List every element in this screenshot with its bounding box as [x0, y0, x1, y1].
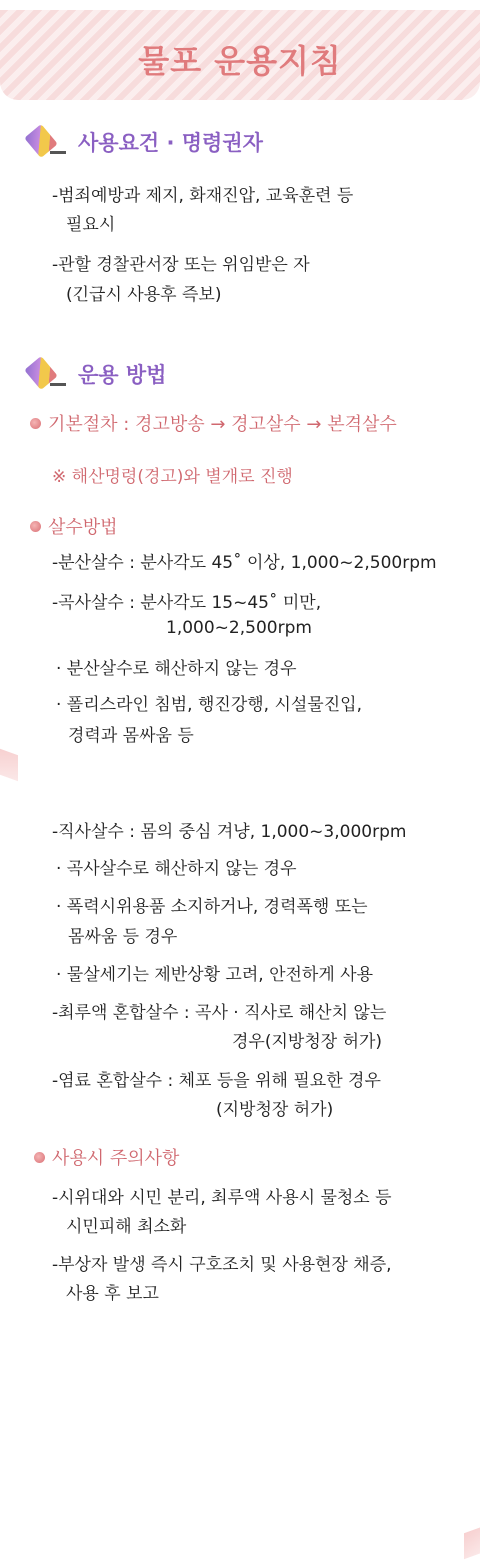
spray-method-header [30, 513, 118, 539]
pencil-icon [26, 124, 70, 160]
spray-line: · 분산살수로 해산하지 않는 경우 [56, 659, 297, 679]
pencil-icon [26, 356, 70, 392]
requirement-line: 필요시 [66, 215, 116, 235]
caution-header [34, 1144, 179, 1170]
section-header-method [26, 356, 166, 392]
corner-decoration [0, 749, 18, 782]
spray-line: · 폴리스라인 침범, 행진강행, 시설물진입, [56, 695, 362, 715]
title-banner [0, 10, 480, 100]
section-header-requirements [26, 124, 263, 160]
pink-dot-icon [34, 1152, 45, 1163]
spray-method-title: 살수방법 [48, 517, 118, 538]
requirement-line: (긴급시 사용후 즉보) [66, 285, 222, 305]
spray-line: 경력과 몸싸움 등 [68, 726, 194, 746]
spray-line: (지방청장 허가) [216, 1100, 334, 1120]
page-title: 물포 운용지침 [138, 42, 342, 80]
caution-line: 사용 후 보고 [66, 1284, 159, 1304]
caution-title: 사용시 주의사항 [52, 1148, 180, 1169]
spray-line: · 폭력시위용품 소지하거나, 경력폭행 또는 [56, 897, 368, 917]
caution-line: 시민피해 최소화 [66, 1217, 187, 1237]
corner-decoration [464, 1527, 480, 1560]
spray-line: -곡사살수 : 분사각도 15~45˚ 미만, [52, 593, 322, 613]
section-title-requirements: 사용요건 · 명령권자 [78, 131, 263, 155]
spray-line: 몸싸움 등 경우 [68, 927, 178, 947]
basic-procedure-text: 기본절차 : 경고방송 → 경고살수 → 본격살수 [48, 414, 397, 435]
spray-line: -직사살수 : 몸의 중심 겨냥, 1,000~3,000rpm [52, 822, 407, 842]
requirement-line: -범죄예방과 제지, 화재진압, 교육훈련 등 [52, 186, 354, 206]
spray-line: -염료 혼합살수 : 체포 등을 위해 필요한 경우 [52, 1071, 381, 1091]
basic-procedure [30, 410, 397, 436]
procedure-note: ※ 해산명령(경고)와 별개로 진행 [52, 467, 293, 487]
spray-line: 1,000~2,500rpm [166, 618, 312, 638]
pink-dot-icon [30, 418, 41, 429]
pink-dot-icon [30, 521, 41, 532]
spray-line: · 곡사살수로 해산하지 않는 경우 [56, 859, 297, 879]
caution-line: -부상자 발생 즉시 구호조치 및 사용현장 채증, [52, 1255, 392, 1275]
section-title-method: 운용 방법 [78, 363, 167, 387]
spray-line: -최루액 혼합살수 : 곡사 · 직사로 해산치 않는 [52, 1003, 387, 1023]
caution-line: -시위대와 시민 분리, 최루액 사용시 물청소 등 [52, 1188, 392, 1208]
spray-line: · 물살세기는 제반상황 고려, 안전하게 사용 [56, 965, 374, 985]
requirement-line: -관할 경찰관서장 또는 위임받은 자 [52, 255, 310, 275]
spray-line: 경우(지방청장 허가) [232, 1032, 383, 1052]
spray-line: -분산살수 : 분사각도 45˚ 이상, 1,000~2,500rpm [52, 553, 437, 573]
